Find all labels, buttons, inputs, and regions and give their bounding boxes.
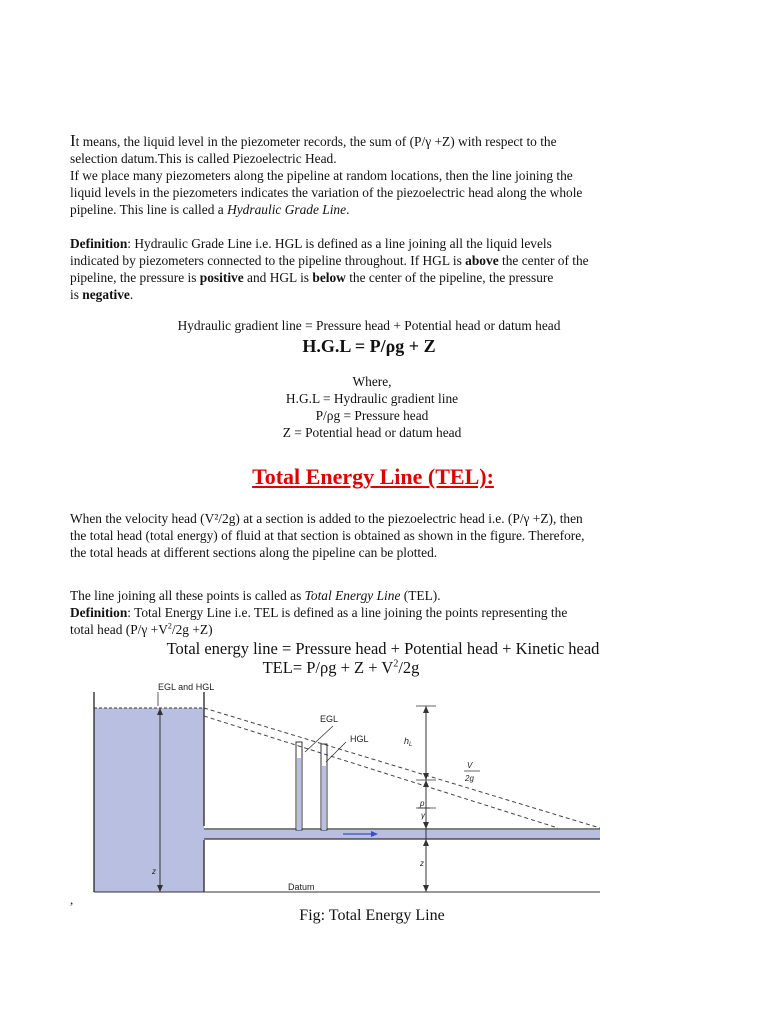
tel-formula-words: Total energy line = Pressure head + Potential head + Kinetic head bbox=[166, 639, 600, 658]
tel-def-line2: total head $(P/\gamma +V^2/2g +Z)$ bbox=[70, 621, 213, 637]
where-line-3: Z = Potential head or datum head bbox=[282, 425, 462, 440]
hgl-def-line1: Definition: Hydraulic Grade Line i.e. HGL is defined as a line joining all the liquid levels bbox=[70, 236, 552, 251]
datum-label: Datum bbox=[288, 882, 315, 892]
tel-para-line2: the total head (total energy) of fluid at that section is obtained as shown in the figure. Therefore, bbox=[70, 528, 585, 543]
tel-equation: $TEL= P/\rho g + Z + V^2/2g$ bbox=[262, 658, 420, 677]
tel-term: Total Energy Line bbox=[304, 588, 401, 603]
tel-def-line1: Definition: Total Energy Line i.e. TEL is defined as a line joining the points representing the bbox=[70, 605, 568, 620]
egl-line bbox=[204, 708, 600, 828]
para1-line2: selection datum.This is called Piezoelectric Head. bbox=[70, 151, 337, 166]
tel-para-line3: the total heads at different sections along the pipeline can be plotted. bbox=[70, 545, 438, 560]
hgl-term: Hydraulic Grade Line bbox=[227, 202, 347, 217]
hgl-equation: H.G.L = P/ρg + Z bbox=[302, 336, 436, 356]
drop-letter: I bbox=[70, 131, 76, 150]
piezometer-2-water bbox=[322, 766, 326, 830]
hgl-leader bbox=[326, 742, 346, 762]
para1-line5: pipeline. This line is called a Hydraulic Grade Line. bbox=[70, 202, 350, 217]
piezometer-1-water bbox=[297, 758, 301, 830]
velocity-head-denominator: 2g bbox=[465, 774, 474, 783]
tel-figure bbox=[88, 678, 608, 898]
z2-label: z bbox=[420, 859, 424, 868]
reservoir-water bbox=[94, 708, 204, 892]
pressure-head-denominator: γ bbox=[421, 811, 425, 820]
velocity-head-numerator: V bbox=[467, 761, 473, 770]
pipe-flow bbox=[204, 830, 600, 839]
definition-label: Definition bbox=[70, 236, 128, 251]
tel-section-title: Total Energy Line (TEL): bbox=[252, 464, 494, 489]
where-label: Where, bbox=[352, 374, 392, 389]
egl-label: EGL bbox=[320, 714, 339, 724]
hgl-def-line2: indicated by piezometers connected to the pipeline throughout. If HGL is above the center of the bbox=[70, 253, 589, 268]
hgl-formula-words: Hydraulic gradient line = Pressure head + Potential head or datum head bbox=[177, 318, 561, 333]
tel-para-line1: When the velocity head (V²/2g) at a section is added to the piezoelectric head i.e. (P/γ +Z), then bbox=[70, 511, 583, 526]
hgl-line bbox=[204, 716, 558, 828]
z1-label: z bbox=[152, 867, 156, 876]
figure-caption: Fig: Total Energy Line bbox=[299, 907, 445, 924]
hgl-def-line4: is negative. bbox=[70, 287, 134, 302]
hgl-label: HGL bbox=[350, 734, 369, 744]
definition-label: Definition bbox=[70, 605, 128, 620]
tel-join-line: The line joining all these points is called as Total Energy Line (TEL). bbox=[70, 588, 441, 603]
stray-comma: , bbox=[70, 892, 74, 907]
pressure-head-numerator: p bbox=[420, 799, 425, 808]
where-line-2: P/ρg = Pressure head bbox=[315, 408, 429, 423]
hl-label: $h_L$ bbox=[404, 736, 413, 748]
egl-hgl-label: EGL and HGL bbox=[158, 682, 215, 692]
para1-line4: liquid levels in the piezometers indicates the variation of the piezoelectric head along the whole bbox=[70, 185, 583, 200]
para1-line3: If we place many piezometers along the pipeline at random locations, then the line joining the bbox=[70, 168, 573, 183]
hgl-def-line3: pipeline, the pressure is positive and HGL is below the center of the pipeline, the pressure bbox=[70, 270, 554, 285]
egl-leader bbox=[305, 726, 333, 752]
para1-line1: It means, the liquid level in the piezometer records, the sum of (P/γ +Z) with respect to the bbox=[70, 131, 557, 150]
where-line-1: H.G.L = Hydraulic gradient line bbox=[285, 391, 459, 406]
